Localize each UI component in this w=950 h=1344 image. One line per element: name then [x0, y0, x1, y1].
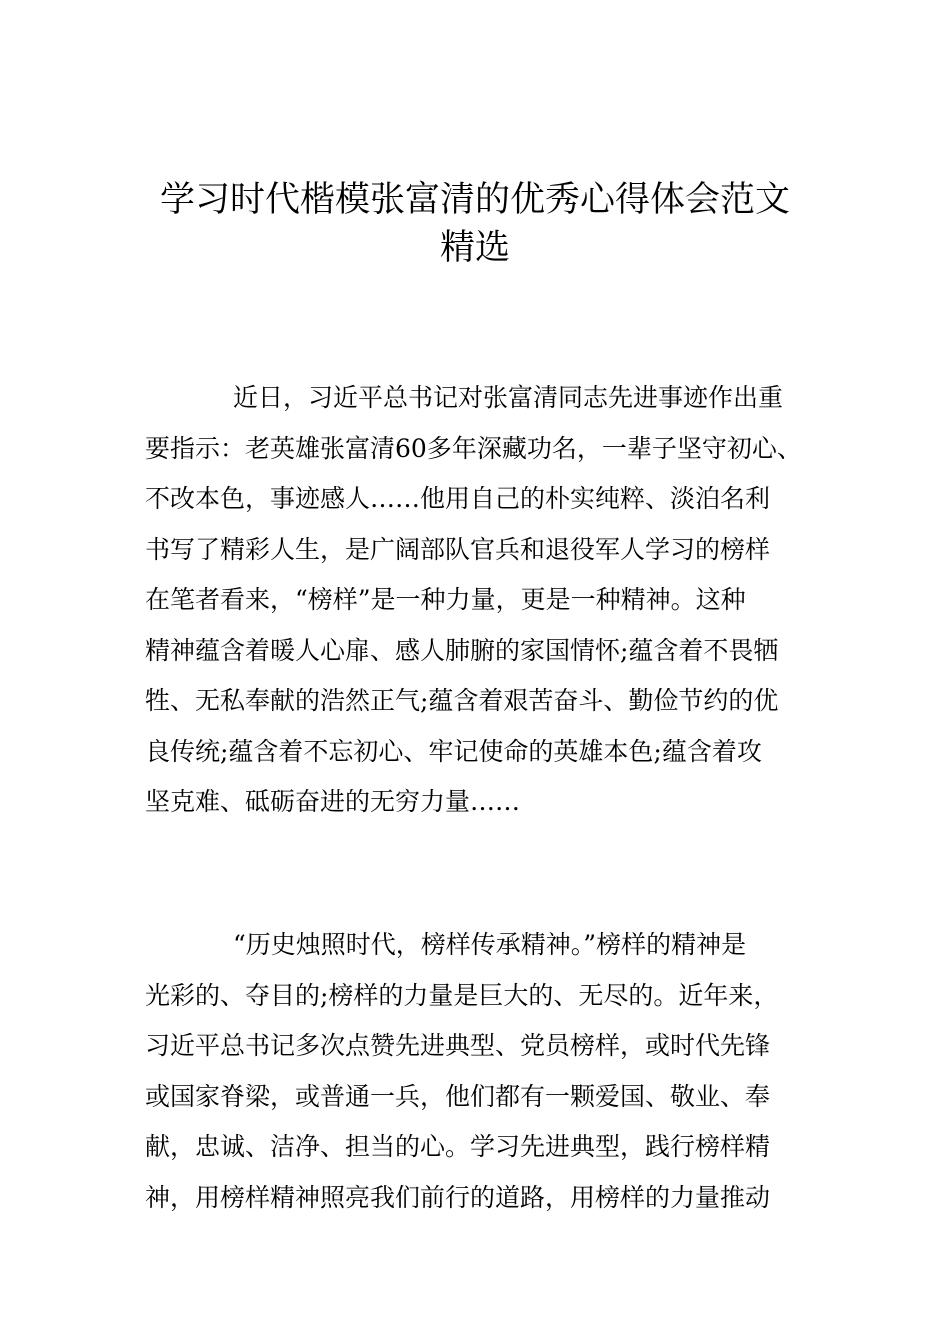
title-line-2: 精选 [439, 228, 510, 268]
paragraph-line: 在笔者看来，“榜样”是一种力量，更是一种精神。这种 [145, 585, 746, 614]
document-title [150, 176, 800, 272]
paragraph-line: 近日，习近平总书记对张富清同志先进事迹作出重 [233, 383, 784, 412]
paragraph-1 [145, 373, 825, 828]
paragraph-line: 或国家脊梁，或普通一兵，他们都有一颗爱国、敬业、奉 [145, 1081, 771, 1111]
paragraph-line: 献，忠诚、洁净、担当的心。学习先进典型，践行榜样精 [145, 1132, 771, 1161]
paragraph-line: 牲、无私奉献的浩然正气;蕴含着艰苦奋斗、勤俭节约的优 [145, 686, 779, 715]
paragraph-line: 不改本色，事迹感人……他用自己的朴实纯粹、淡泊名利 [145, 484, 771, 513]
paragraph-line: 书写了精彩人生，是广阔部队官兵和退役军人学习的榜样 [145, 534, 771, 564]
title-line-1: 学习时代楷模张富清的优秀心得体会范文 [159, 180, 790, 220]
paragraph-line: 神，用榜样精神照亮我们前行的道路，用榜样的力量推动 [145, 1182, 771, 1212]
paragraph-2 [145, 920, 825, 1223]
paragraph-line: 坚克难、砥砺奋进的无穷力量…… [145, 787, 521, 816]
paragraph-line: 光彩的、夺目的;榜样的力量是巨大的、无尽的。近年来， [145, 980, 779, 1010]
paragraph-line: 精神蕴含着暖人心扉、感人肺腑的家国情怀;蕴含着不畏牺 [145, 635, 779, 665]
paragraph-line: 良传统;蕴含着不忘初心、牢记使命的英雄本色;蕴含着攻 [145, 736, 762, 766]
paragraph-line: 要指示：老英雄张富清60多年深藏功名，一辈子坚守初心、 [145, 433, 802, 463]
paragraph-line: “历史烛照时代，榜样传承精神。”榜样的精神是 [233, 930, 747, 959]
paragraph-line: 习近平总书记多次点赞先进典型、党员榜样，或时代先锋 [145, 1031, 771, 1060]
